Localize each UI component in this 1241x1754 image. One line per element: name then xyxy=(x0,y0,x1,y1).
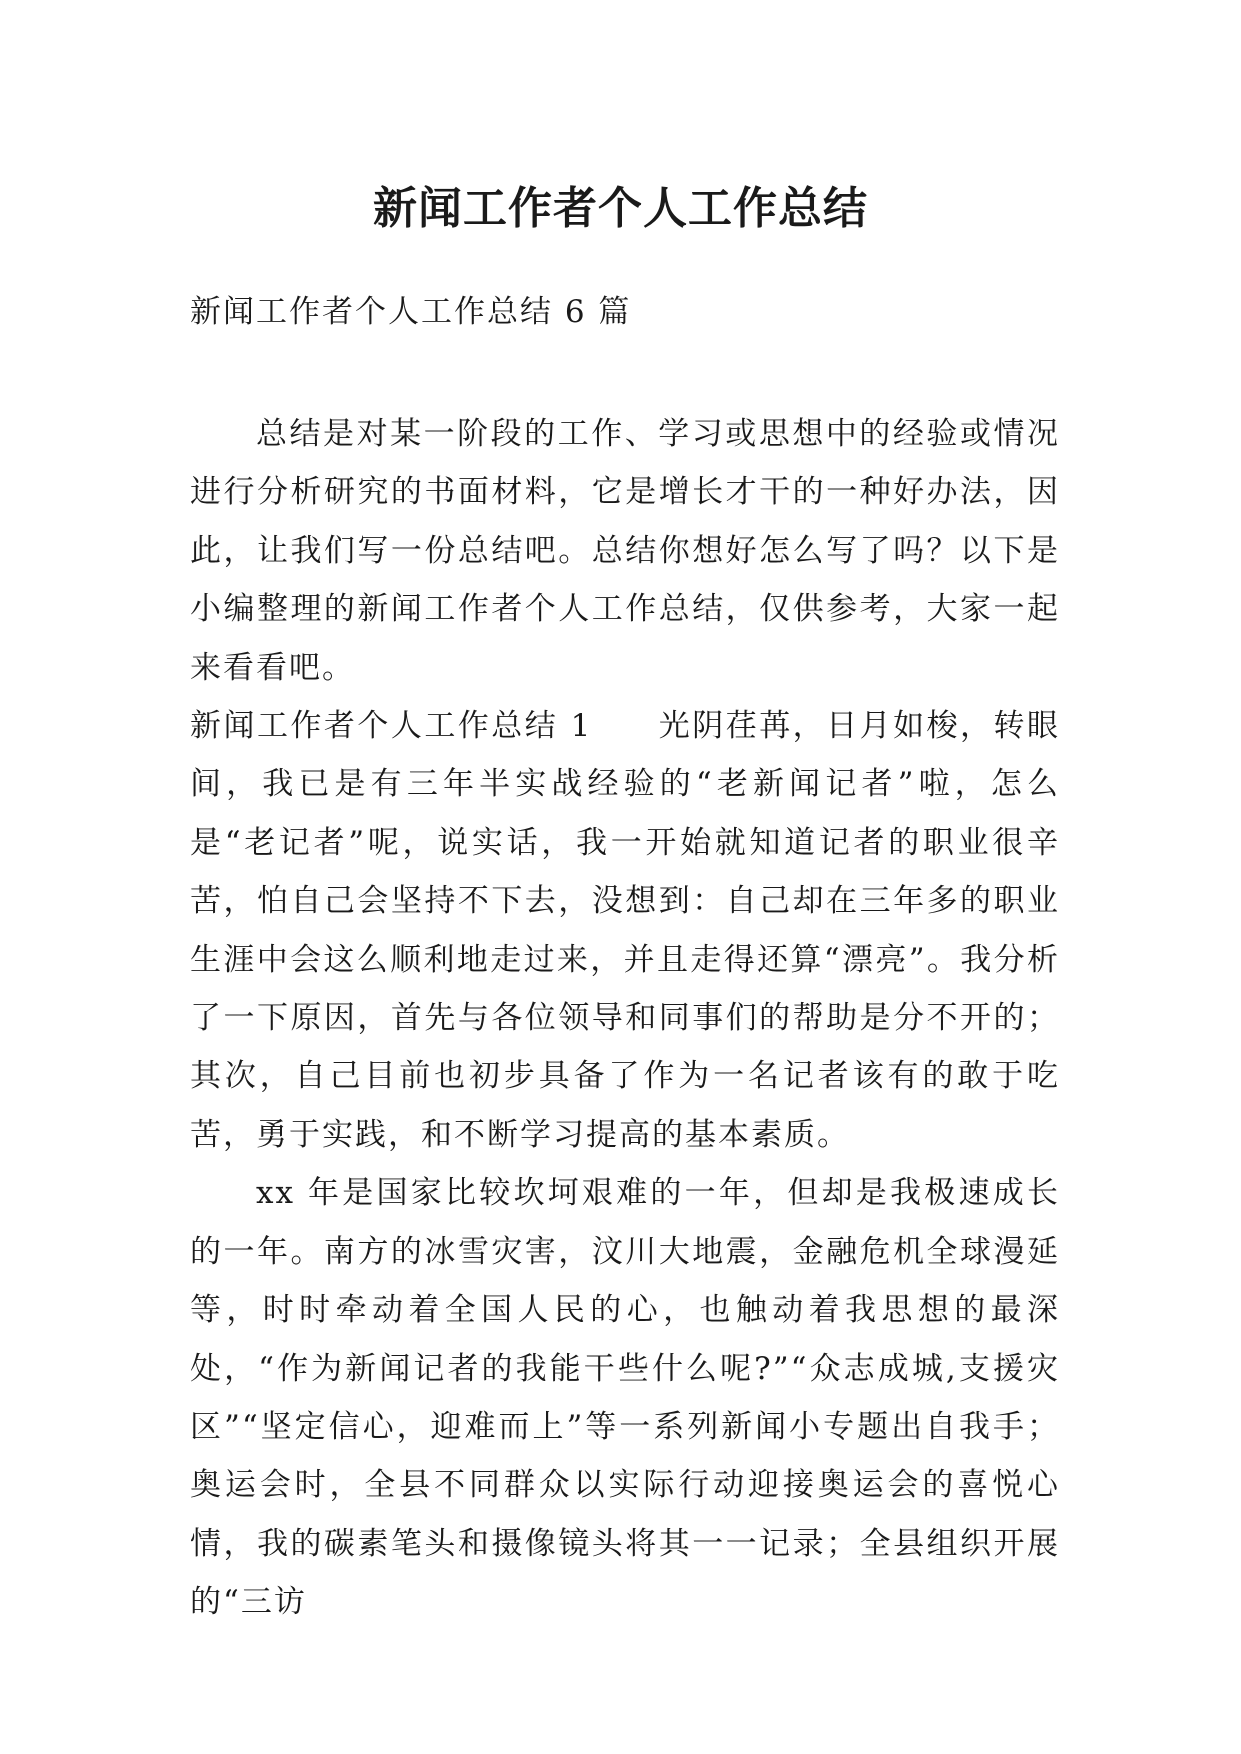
document-subtitle: 新闻工作者个人工作总结 6 篇 xyxy=(190,294,632,330)
section-1-heading: 新闻工作者个人工作总结 1 xyxy=(190,708,593,745)
document-body xyxy=(190,405,1060,1632)
document-title: 新闻工作者个人工作总结 xyxy=(373,183,868,235)
section-1-paragraph xyxy=(190,697,1060,1164)
section-1-text: 光阴荏苒，日月如梭，转眼间，我已是有三年半实战经验的“老新闻记者”啦，怎么是“老记者”呢，说实话，我一开始就知道记者的职业很辛苦，怕自己会坚持不下去，没想到：自己却在三年多的职业生涯中会这么顺利地走过来，并且走得还算“漂亮”。我分析了一下原因，首先与各位领导和同事们的帮助是分不开的；其次，自己目前也初步具备了作为一名记者该有的敢于吃苦，勇于实践，和不断学习提高的基本素质。 xyxy=(190,708,1061,1153)
intro-paragraph: 总结是对某一阶段的工作、学习或思想中的经验或情况进行分析研究的书面材料，它是增长才干的一种好办法，因此，让我们写一份总结吧。总结你想好怎么写了吗？以下是小编整理的新闻工作者个人工作总结，仅供参考，大家一起来看看吧。 xyxy=(190,416,1060,686)
section-1-paragraph-2: xx 年是国家比较坎坷艰难的一年，但却是我极速成长的一年。南方的冰雪灾害，汶川大地震，金融危机全球漫延等，时时牵动着全国人民的心，也触动着我思想的最深处，“作为新闻记者的我能干些什么呢?”“众志成城,支援灾区”“坚定信心，迎难而上”等一系列新闻小专题出自我手；奥运会时，全县不同群众以实际行动迎接奥运会的喜悦心情，我的碳素笔头和摄像镜头将其一一记录；全县组织开展的“三访 xyxy=(190,1175,1060,1621)
